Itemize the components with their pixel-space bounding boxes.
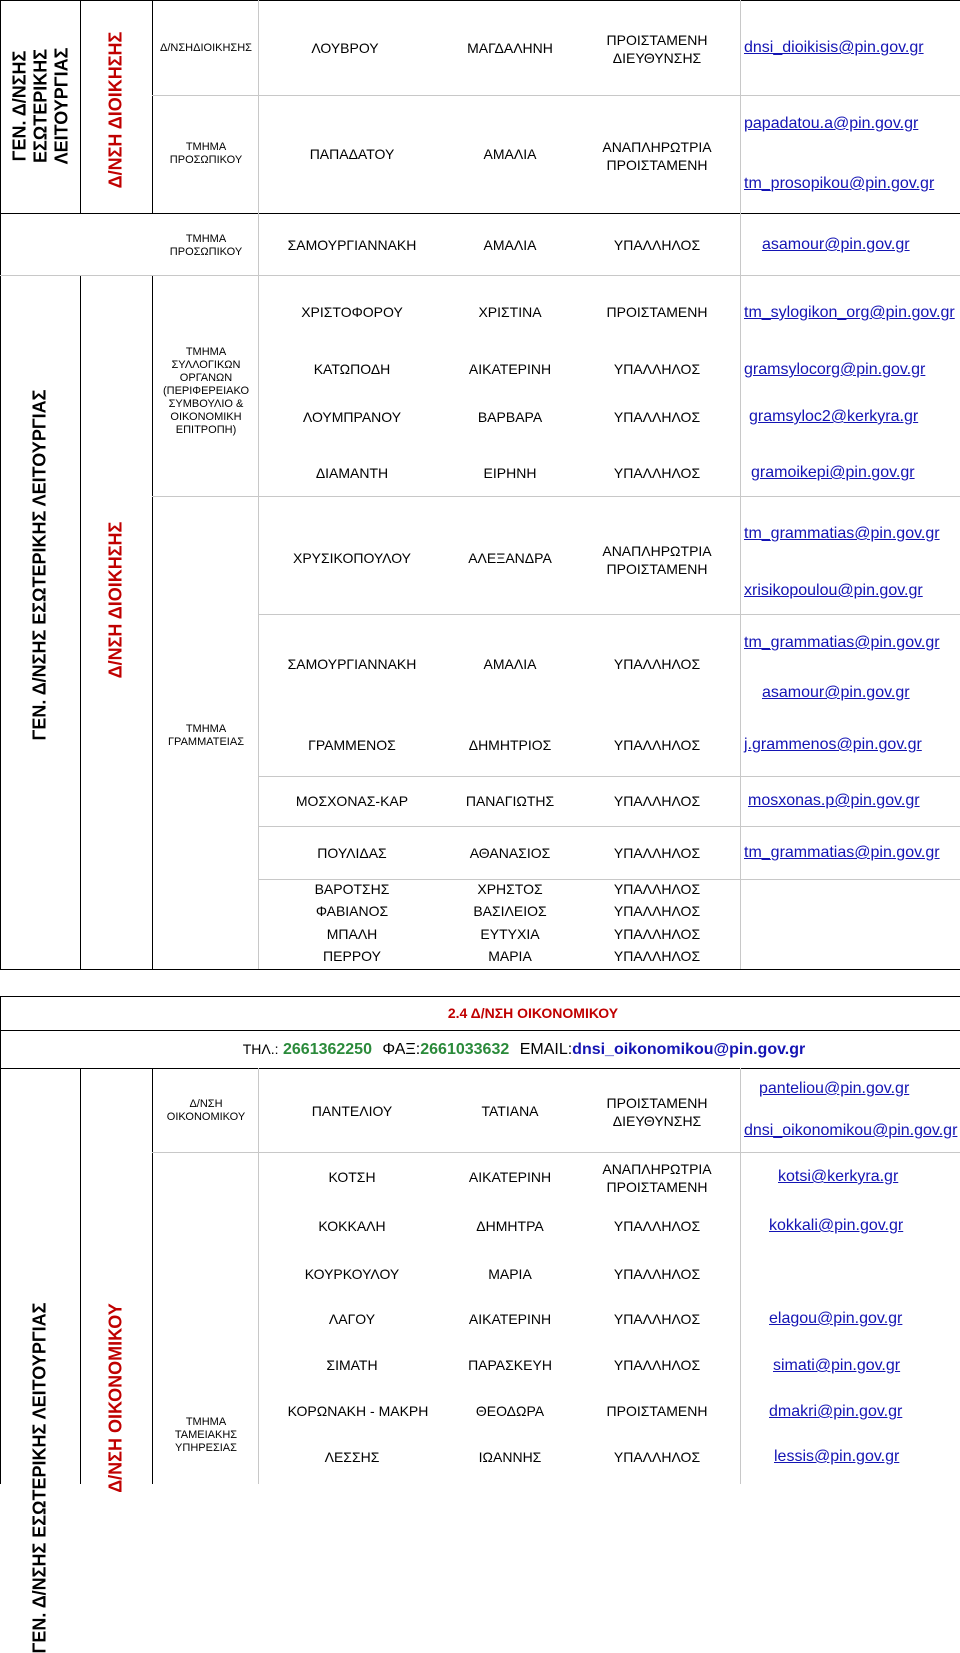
email-link[interactable]: kotsi@kerkyra.gr	[778, 1168, 899, 1185]
name-cell: ΕΥΤΥΧΙΑ	[480, 926, 540, 942]
rule	[0, 1030, 960, 1031]
name-cell: ΧΡΗΣΤΟΣ	[477, 881, 543, 897]
rule	[0, 213, 960, 214]
grid-line	[258, 614, 960, 615]
rule	[0, 969, 960, 970]
grid-line	[152, 1152, 960, 1153]
name-cell: ΔΗΜΗΤΡΙΟΣ	[468, 737, 552, 753]
dir-label: Δ/ΝΣΗ ΟΙΚΟΝΟΜΙΚΟΥ	[105, 1303, 126, 1493]
role-cell: ΥΠΑΛΛΗΛΟΣ	[613, 409, 701, 425]
surname-cell: ΚΟΥΡΚΟΥΛΟΥ	[304, 1266, 400, 1282]
grid-line	[152, 95, 960, 96]
surname-cell: ΜΟΣΧΟΝΑΣ-ΚΑΡ	[295, 793, 409, 809]
role-cell: ΠΡΟΙΣΤΑΜΕΝΗ ΔΙΕΥΘΥΝΣΗΣ	[606, 1095, 708, 1129]
surname-cell: ΚΟΤΣΗ	[328, 1169, 376, 1185]
role-cell: ΥΠΑΛΛΗΛΟΣ	[613, 903, 701, 919]
dept-label: ΤΜΗΜΑ ΣΥΛΛΟΓΙΚΩΝ ΟΡΓΑΝΩΝ (ΠΕΡΙΦΕΡΕΙΑΚΟ ΣΥΜΒΟΥΛΙΟ & ΟΙΚΟΝΟΜΙΚΗ ΕΠΙΤΡΟΠΗ)	[162, 346, 250, 436]
surname-cell: ΣΑΜΟΥΡΓΙΑΝΝΑΚΗ	[287, 237, 417, 253]
dir-label: Δ/ΝΣΗ ΔΙΟΙΚΗΣΗΣ	[105, 31, 126, 189]
grid-line	[740, 213, 741, 969]
role-cell: ΥΠΑΛΛΗΛΟΣ	[613, 737, 701, 753]
surname-cell: ΛΟΥΜΠΡΑΝΟΥ	[302, 409, 402, 425]
surname-cell: ΠΑΠΑΔΑΤΟΥ	[309, 146, 395, 162]
section-heading: 2.4 Δ/ΝΣΗ ΟΙΚΟΝΟΜΙΚΟΥ	[447, 1005, 619, 1021]
email-link[interactable]: tm_grammatias@pin.gov.gr	[744, 525, 940, 542]
role-cell: ΥΠΑΛΛΗΛΟΣ	[613, 237, 701, 253]
surname-cell: ΣΙΜΑΤΗ	[326, 1357, 378, 1373]
dept-label: ΤΜΗΜΑ ΠΡΟΣΩΠΙΚΟΥ	[169, 233, 243, 258]
surname-cell: ΛΟΥΒΡΟΥ	[311, 40, 379, 56]
role-cell: ΠΡΟΙΣΤΑΜΕΝΗ	[606, 304, 708, 320]
name-cell: ΑΜΑΛΙΑ	[483, 656, 537, 672]
role-cell: ΥΠΑΛΛΗΛΟΣ	[613, 948, 701, 964]
rule	[0, 0, 1, 213]
surname-cell: ΚΟΡΩΝΑΚΗ - ΜΑΚΡΗ	[287, 1403, 429, 1419]
email-link[interactable]: asamour@pin.gov.gr	[762, 684, 910, 701]
role-cell: ΥΠΑΛΛΗΛΟΣ	[613, 1218, 701, 1234]
email-link[interactable]: tm_prosopikou@pin.gov.gr	[744, 175, 935, 192]
surname-cell: ΠΑΝΤΕΛΙΟΥ	[311, 1103, 393, 1119]
role-cell: ΥΠΑΛΛΗΛΟΣ	[613, 1266, 701, 1282]
name-cell: ΒΑΡΒΑΡΑ	[477, 409, 543, 425]
gen-dir-label: ΓΕΝ. Δ/ΝΣΗΣ ΕΣΩΤΕΡΙΚΗΣ ΛΕΙΤΟΥΡΓΙΑΣ	[29, 389, 50, 741]
email-link[interactable]: gramoikepi@pin.gov.gr	[751, 464, 915, 481]
name-cell: ΧΡΙΣΤΙΝΑ	[478, 304, 542, 320]
role-cell: ΥΠΑΛΛΗΛΟΣ	[613, 881, 701, 897]
name-cell: ΔΗΜΗΤΡΑ	[476, 1218, 544, 1234]
email-link[interactable]: gramsyloc2@kerkyra.gr	[749, 408, 919, 425]
email-link[interactable]: asamour@pin.gov.gr	[762, 236, 910, 253]
email-link[interactable]: tm_grammatias@pin.gov.gr	[744, 634, 940, 651]
grid-line	[258, 0, 259, 213]
surname-cell: ΒΑΡΟΤΣΗΣ	[314, 881, 390, 897]
surname-cell: ΔΙΑΜΑΝΤΗ	[315, 465, 389, 481]
surname-cell: ΚΑΤΩΠΟΔΗ	[313, 361, 391, 377]
surname-cell: ΦΑΒΙΑΝΟΣ	[315, 903, 389, 919]
name-cell: ΕΙΡΗΝΗ	[483, 465, 537, 481]
role-cell: ΥΠΑΛΛΗΛΟΣ	[613, 465, 701, 481]
surname-cell: ΧΡΥΣΙΚΟΠΟΥΛΟΥ	[292, 550, 412, 566]
email-link[interactable]: dnsi_dioikisis@pin.gov.gr	[744, 39, 924, 56]
name-cell: ΤΑΤΙΑΝΑ	[481, 1103, 539, 1119]
role-cell: ΑΝΑΠΛΗΡΩΤΡΙΑ ΠΡΟΙΣΤΑΜΕΝΗ	[602, 1161, 712, 1195]
email-link[interactable]: panteliou@pin.gov.gr	[759, 1080, 910, 1097]
email-link[interactable]: lessis@pin.gov.gr	[774, 1448, 900, 1465]
gen-dir-label: ΓΕΝ. Δ/ΝΣΗΣ ΕΣΩΤΕΡΙΚΗΣ ΛΕΙΤΟΥΡΓΙΑΣ	[29, 1302, 50, 1653]
surname-cell: ΛΕΣΣΗΣ	[324, 1449, 380, 1465]
name-cell: ΘΕΟΔΩΡΑ	[475, 1403, 545, 1419]
grid-line	[740, 1068, 741, 1484]
email-link[interactable]: gramsylocorg@pin.gov.gr	[744, 361, 926, 378]
surname-cell: ΓΡΑΜΜΕΝΟΣ	[308, 737, 396, 753]
role-cell: ΥΠΑΛΛΗΛΟΣ	[613, 926, 701, 942]
surname-cell: ΛΑΓΟΥ	[328, 1311, 376, 1327]
grid-line	[258, 213, 259, 969]
role-cell: ΑΝΑΠΛΗΡΩΤΡΙΑ ΠΡΟΙΣΤΑΜΕΝΗ	[602, 139, 712, 173]
email-link[interactable]: kokkali@pin.gov.gr	[769, 1217, 904, 1234]
grid-line	[258, 776, 960, 777]
name-cell: ΠΑΡΑΣΚΕΥΗ	[468, 1357, 552, 1373]
dept-label: ΤΜΗΜΑ ΤΑΜΕΙΑΚΗΣ ΥΠΗΡΕΣΙΑΣ	[174, 1416, 238, 1454]
email-link[interactable]: xrisikopoulou@pin.gov.gr	[744, 582, 923, 599]
role-cell: ΥΠΑΛΛΗΛΟΣ	[613, 1311, 701, 1327]
name-cell: ΒΑΣΙΛΕΙΟΣ	[473, 903, 547, 919]
role-cell: ΥΠΑΛΛΗΛΟΣ	[613, 1357, 701, 1373]
surname-cell: ΣΑΜΟΥΡΓΙΑΝΝΑΚΗ	[287, 656, 417, 672]
surname-cell: ΠΕΡΡΟΥ	[323, 948, 381, 964]
rule	[152, 1068, 153, 1484]
email-link[interactable]: tm_sylogikon_org@pin.gov.gr	[744, 304, 955, 321]
dept-label: Δ/ΝΣΗΔΙΟΙΚΗΣΗΣ	[160, 42, 252, 54]
email-link[interactable]: mosxonas.p@pin.gov.gr	[748, 792, 920, 809]
dept-label: ΤΜΗΜΑ ΓΡΑΜΜΑΤΕΙΑΣ	[167, 723, 245, 748]
name-cell: ΜΑΡΙΑ	[488, 948, 532, 964]
dept-label: Δ/ΝΣΗ ΟΙΚΟΝΟΜΙΚΟΥ	[166, 1098, 246, 1123]
email-link[interactable]: dmakri@pin.gov.gr	[769, 1403, 903, 1420]
name-cell: ΑΘΑΝΑΣΙΟΣ	[469, 845, 551, 861]
role-cell: ΠΡΟΙΣΤΑΜΕΝΗ	[606, 1403, 708, 1419]
rule	[0, 996, 960, 997]
grid-line	[152, 496, 960, 497]
grid-line	[258, 879, 960, 880]
name-cell: ΑΜΑΛΙΑ	[483, 237, 537, 253]
surname-cell: ΧΡΙΣΤΟΦΟΡΟΥ	[301, 304, 403, 320]
name-cell: ΑΜΑΛΙΑ	[483, 146, 537, 162]
contact-line: ΤΗΛ.: 2661362250 ΦΑΞ:2661033632 EMAIL:dnsi_oikonomikou@pin.gov.gr	[242, 1041, 806, 1058]
name-cell: ΑΛΕΞΑΝΔΡΑ	[468, 550, 552, 566]
rule	[152, 275, 153, 969]
email-link[interactable]: tm_grammatias@pin.gov.gr	[744, 844, 940, 861]
role-cell: ΥΠΑΛΛΗΛΟΣ	[613, 656, 701, 672]
email-link[interactable]: papadatou.a@pin.gov.gr	[744, 115, 919, 132]
grid-line	[740, 0, 741, 213]
name-cell: ΑΙΚΑΤΕΡΙΝΗ	[468, 1169, 552, 1185]
dir-label: Δ/ΝΣΗ ΔΙΟΙΚΗΣΗΣ	[105, 521, 126, 679]
gen-dir-label: ΓΕΝ. Δ/ΝΣΗΣ ΕΣΩΤΕΡΙΚΗΣ ΛΕΙΤΟΥΡΓΙΑΣ	[9, 47, 72, 165]
surname-cell: ΠΟΥΛΙΔΑΣ	[317, 845, 387, 861]
grid-line	[258, 826, 960, 827]
rule	[152, 0, 153, 213]
name-cell: ΜΑΡΙΑ	[488, 1266, 532, 1282]
email-link[interactable]: simati@pin.gov.gr	[773, 1357, 901, 1374]
name-cell: ΜΑΓΔΑΛΗΝΗ	[467, 40, 553, 56]
role-cell: ΥΠΑΛΛΗΛΟΣ	[613, 1449, 701, 1465]
name-cell: ΙΩΑΝΝΗΣ	[478, 1449, 542, 1465]
email-link[interactable]: dnsi_oikonomikou@pin.gov.gr	[744, 1122, 958, 1139]
role-cell: ΥΠΑΛΛΗΛΟΣ	[613, 361, 701, 377]
surname-cell: ΚΟΚΚΑΛΗ	[318, 1218, 386, 1234]
email-link[interactable]: j.grammenos@pin.gov.gr	[744, 736, 922, 753]
name-cell: ΑΙΚΑΤΕΡΙΝΗ	[468, 1311, 552, 1327]
grid-line	[258, 1068, 259, 1484]
role-cell: ΥΠΑΛΛΗΛΟΣ	[613, 793, 701, 809]
email-link[interactable]: elagou@pin.gov.gr	[769, 1310, 903, 1327]
name-cell: ΠΑΝΑΓΙΩΤΗΣ	[465, 793, 555, 809]
name-cell: ΑΙΚΑΤΕΡΙΝΗ	[468, 361, 552, 377]
dept-label: ΤΜΗΜΑ ΠΡΟΣΩΠΙΚΟΥ	[169, 141, 243, 166]
role-cell: ΑΝΑΠΛΗΡΩΤΡΙΑ ΠΡΟΙΣΤΑΜΕΝΗ	[602, 543, 712, 577]
role-cell: ΠΡΟΙΣΤΑΜΕΝΗ ΔΙΕΥΘΥΝΣΗΣ	[606, 32, 708, 66]
surname-cell: ΜΠΑΛΗ	[326, 926, 378, 942]
role-cell: ΥΠΑΛΛΗΛΟΣ	[613, 845, 701, 861]
